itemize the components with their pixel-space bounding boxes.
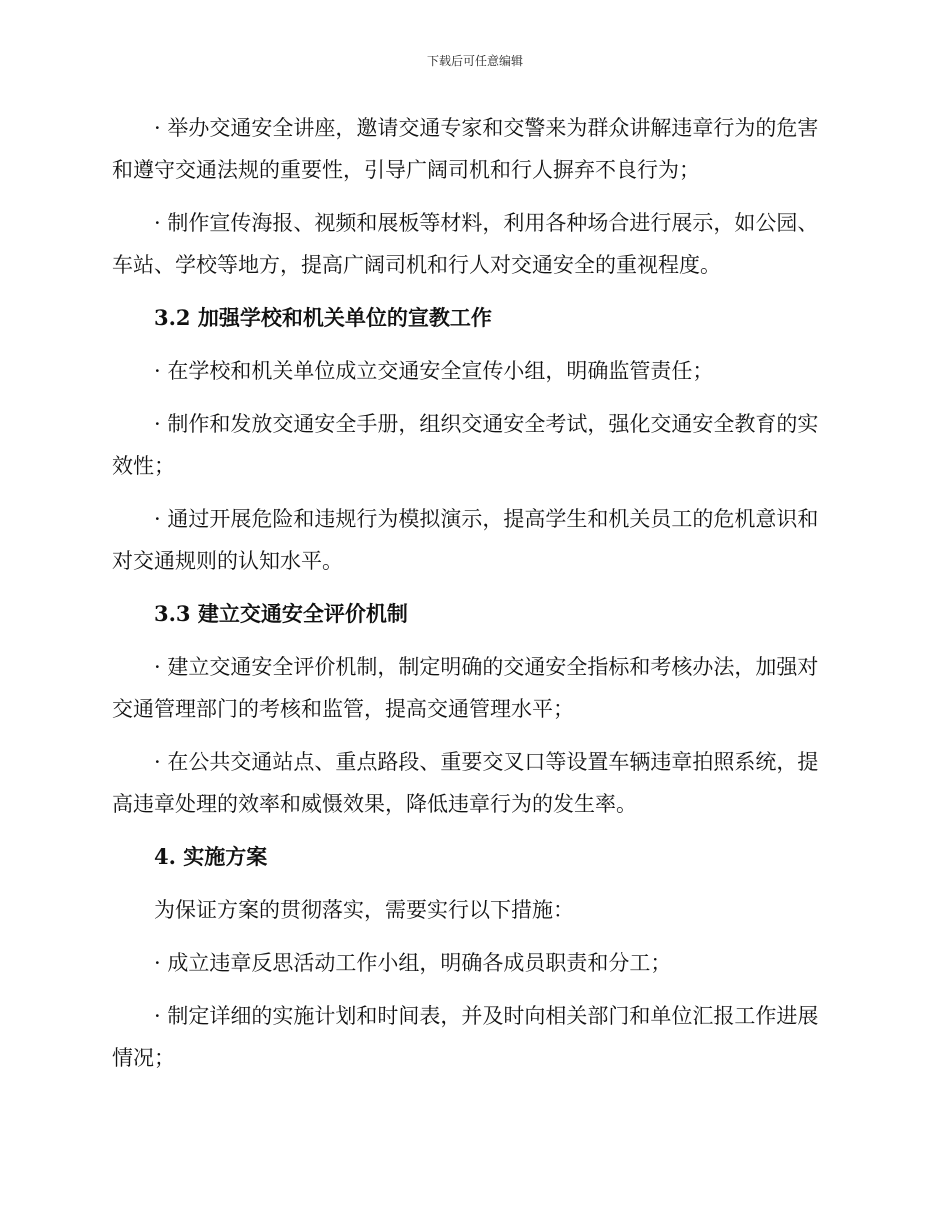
document-body xyxy=(112,107,824,1090)
bullet-paragraph-lecture: · 举办交通安全讲座，邀请交通专家和交警来为群众讲解违章行为的危害和遵守交通法规的重要性，引导广阔司机和行人摒弃不良行为； xyxy=(112,116,819,182)
bullet-paragraph-posters: · 制作宣传海报、视频和展板等材料，利用各种场合进行展示，如公园、车站、学校等地方，提高广阔司机和行人对交通安全的重视程度。 xyxy=(112,211,819,277)
bullet-paragraph-camera: · 在公共交通站点、重点路段、重要交叉口等设置车辆违章拍照系统，提高违章处理的效率和威慑效果，降低违章行为的发生率。 xyxy=(112,750,819,816)
bullet-paragraph-simulation: · 通过开展危险和违规行为模拟演示，提高学生和机关员工的危机意识和对交通规则的认知水平。 xyxy=(112,507,819,573)
bullet-paragraph-handbook: · 制作和发放交通安全手册，组织交通安全考试，强化交通安全教育的实效性； xyxy=(112,412,819,478)
bullet-paragraph-team: · 在学校和机关单位成立交通安全宣传小组，明确监管责任； xyxy=(154,359,714,383)
section-heading-3-3: 3.3 建立交通安全评价机制 xyxy=(154,601,408,626)
bullet-paragraph-schedule: · 制定详细的实施计划和时间表，并及时向相关部门和单位汇报工作进展情况； xyxy=(112,1004,819,1070)
intro-paragraph-measures: 为保证方案的贯彻落实，需要实行以下措施： xyxy=(154,898,574,922)
bullet-paragraph-evaluation: · 建立交通安全评价机制，制定明确的交通安全指标和考核办法，加强对交通管理部门的考核和监管，提高交通管理水平； xyxy=(112,655,819,721)
page-header: 下载后可任意编辑 xyxy=(426,54,523,68)
section-heading-3-2: 3.2 加强学校和机关单位的宣教工作 xyxy=(154,305,492,330)
bullet-paragraph-workgroup: · 成立违章反思活动工作小组，明确各成员职责和分工； xyxy=(154,951,672,975)
section-heading-4: 4. 实施方案 xyxy=(154,844,268,869)
